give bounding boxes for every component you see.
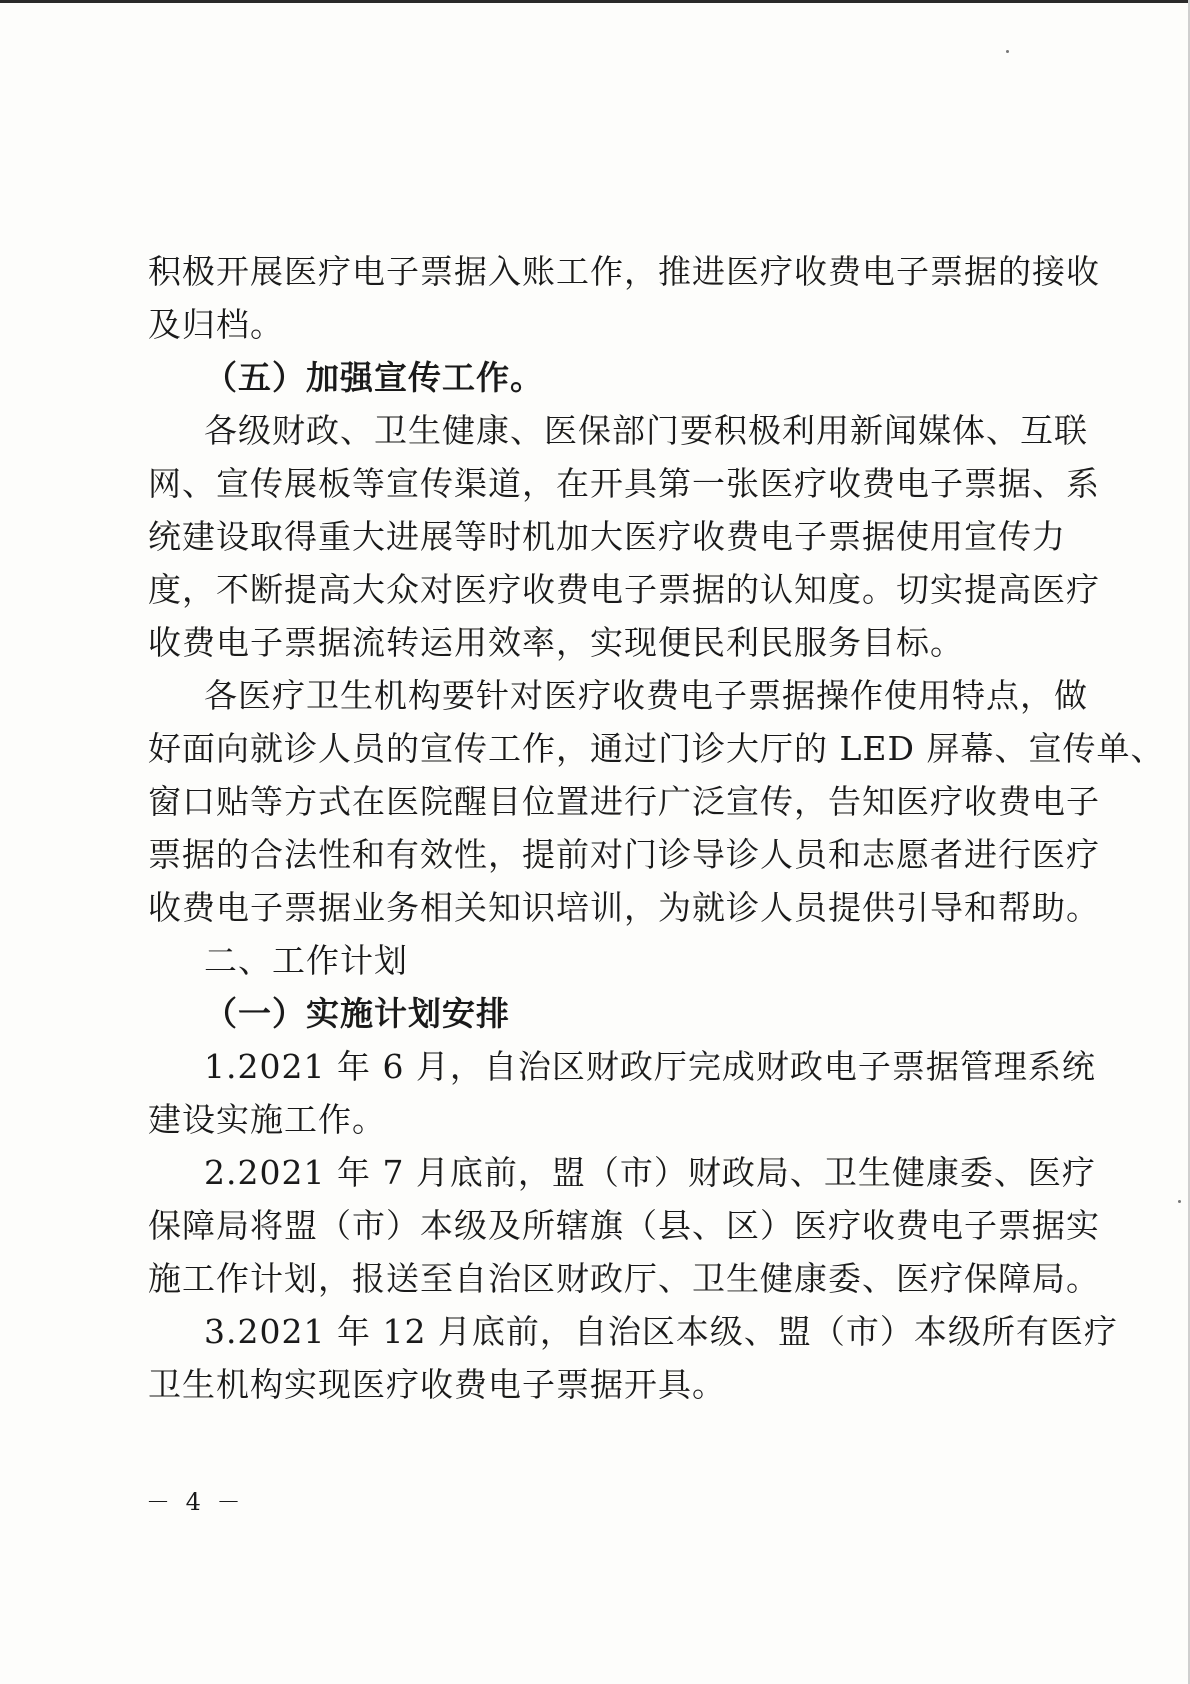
section-heading: （五）加强宣传工作。	[204, 358, 544, 397]
section-heading: （一）实施计划安排	[204, 994, 510, 1033]
page-number: － 4 －	[146, 1488, 245, 1516]
scan-speck	[1006, 50, 1009, 53]
scan-edge-top	[0, 0, 1190, 3]
paragraph-line: 各医疗卫生机构要针对医疗收费电子票据操作使用特点，做	[204, 676, 1088, 715]
paragraph-line: 各级财政、卫生健康、医保部门要积极利用新闻媒体、互联	[204, 411, 1088, 450]
list-item-line: 2.2021 年 7 月底前，盟（市）财政局、卫生健康委、医疗	[204, 1153, 1096, 1192]
list-item-line: 卫生机构实现医疗收费电子票据开具。	[148, 1365, 726, 1404]
list-item-line: 3.2021 年 12 月底前，自治区本级、盟（市）本级所有医疗	[204, 1312, 1118, 1351]
paragraph-line: 票据的合法性和有效性，提前对门诊导诊人员和志愿者进行医疗	[148, 835, 1100, 874]
list-item-line: 保障局将盟（市）本级及所辖旗（县、区）医疗收费电子票据实	[148, 1206, 1100, 1245]
scan-speck	[1178, 1200, 1181, 1203]
list-item-line: 施工作计划，报送至自治区财政厅、卫生健康委、医疗保障局。	[148, 1259, 1100, 1298]
paragraph-line: 收费电子票据业务相关知识培训，为就诊人员提供引导和帮助。	[148, 888, 1100, 927]
paragraph-line: 网、宣传展板等宣传渠道，在开具第一张医疗收费电子票据、系	[148, 464, 1100, 503]
paragraph-line: 积极开展医疗电子票据入账工作，推进医疗收费电子票据的接收	[148, 252, 1100, 291]
list-item-line: 建设实施工作。	[148, 1100, 386, 1139]
chapter-heading: 二、工作计划	[204, 941, 408, 980]
list-item-line: 1.2021 年 6 月，自治区财政厅完成财政电子票据管理系统	[204, 1047, 1096, 1086]
paragraph-line: 及归档。	[148, 305, 284, 344]
paragraph-line: 好面向就诊人员的宣传工作，通过门诊大厅的 LED 屏幕、宣传单、	[148, 729, 1165, 768]
paragraph-line: 统建设取得重大进展等时机加大医疗收费电子票据使用宣传力	[148, 517, 1066, 556]
paragraph-line: 度，不断提高大众对医疗收费电子票据的认知度。切实提高医疗	[148, 570, 1100, 609]
paragraph-line: 窗口贴等方式在医院醒目位置进行广泛宣传，告知医疗收费电子	[148, 782, 1100, 821]
paragraph-line: 收费电子票据流转运用效率，实现便民利民服务目标。	[148, 623, 964, 662]
